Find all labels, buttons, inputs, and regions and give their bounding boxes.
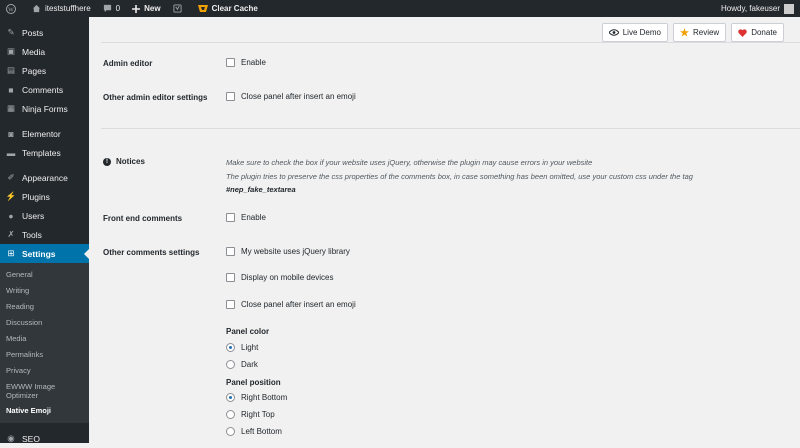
mobile-option-field[interactable] xyxy=(226,273,334,282)
sidebar-item-plugins[interactable] xyxy=(0,187,89,206)
admin-close-panel-checkbox[interactable] xyxy=(226,92,235,101)
sidebar-item-label: Media xyxy=(22,46,46,57)
sidebar-item-pages[interactable] xyxy=(0,61,89,80)
admin-bar xyxy=(0,0,800,17)
eye-icon xyxy=(609,29,619,36)
sidebar-item-label: Ninja Forms xyxy=(22,103,68,114)
elementor-icon: ◙ xyxy=(8,128,14,139)
sidebar-item-appearance[interactable] xyxy=(0,168,89,187)
divider xyxy=(101,42,800,43)
mobile-checkbox[interactable] xyxy=(226,273,235,282)
avatar xyxy=(784,4,794,14)
position-right-top-label: Right Top xyxy=(241,410,275,419)
sidebar-item-label: Posts xyxy=(22,27,44,38)
review-label: Review xyxy=(692,28,720,37)
notice-css-text: The plugin tries to preserve the css properties of the comments box, in case something has been omitted, use your custom css under the tag xyxy=(226,172,693,181)
admin-close-panel-label: Close panel after insert an emoji xyxy=(241,92,356,101)
submenu-item-ewww[interactable]: EWWW Image Optimizer xyxy=(6,382,56,400)
donate-button[interactable] xyxy=(731,23,784,42)
admin-close-panel-field[interactable] xyxy=(226,92,356,101)
my-account-menu[interactable] xyxy=(715,0,800,17)
heart-icon xyxy=(738,29,747,37)
panel-position-label: Panel position xyxy=(226,378,281,387)
sidebar-item-label: Appearance xyxy=(22,172,68,183)
admin-editor-enable-checkbox[interactable] xyxy=(226,58,235,67)
howdy-text: Howdy, fakeuser xyxy=(721,4,780,13)
clear-cache-link[interactable] xyxy=(192,0,264,17)
sidebar-item-tools[interactable] xyxy=(0,225,89,244)
new-label: New xyxy=(144,4,161,13)
admin-editor-label: Admin editor xyxy=(103,59,153,68)
close-panel-option-field[interactable] xyxy=(226,300,356,309)
position-right-bottom-option[interactable] xyxy=(226,393,287,402)
comments-link[interactable] xyxy=(97,0,126,17)
admin-sidebar xyxy=(0,17,89,443)
position-right-bottom-radio[interactable] xyxy=(226,393,235,402)
exclamation-icon: ! xyxy=(103,158,111,166)
star-icon xyxy=(680,28,689,37)
pin-icon: ✎ xyxy=(7,27,15,37)
mobile-option-label: Display on mobile devices xyxy=(241,273,334,282)
review-button[interactable] xyxy=(673,23,726,42)
sidebar-item-label: Users xyxy=(22,210,45,221)
seo-icon: ◉ xyxy=(7,433,15,443)
live-demo-label: Live Demo xyxy=(622,28,661,37)
sidebar-item-comments[interactable] xyxy=(0,80,89,99)
sidebar-item-label: Comments xyxy=(22,84,64,95)
panel-color-label: Panel color xyxy=(226,327,270,336)
sidebar-item-label: Settings xyxy=(22,248,56,259)
submenu-item-privacy[interactable]: Privacy xyxy=(6,366,31,375)
sidebar-item-settings[interactable] xyxy=(0,244,89,263)
position-right-top-radio[interactable] xyxy=(226,410,235,419)
folder-icon: ▬ xyxy=(6,147,16,158)
close-panel-checkbox[interactable] xyxy=(226,300,235,309)
admin-editor-enable-field[interactable] xyxy=(226,58,266,67)
position-right-bottom-label: Right Bottom xyxy=(241,393,288,402)
color-dark-radio[interactable] xyxy=(226,360,235,369)
front-end-enable-label: Enable xyxy=(241,213,266,222)
sidebar-item-label: Elementor xyxy=(22,128,61,139)
other-admin-settings-label: Other admin editor settings xyxy=(103,93,208,102)
admin-editor-enable-label: Enable xyxy=(241,58,266,67)
divider xyxy=(101,128,800,129)
position-left-bottom-radio[interactable] xyxy=(226,427,235,436)
color-light-option[interactable] xyxy=(226,343,258,352)
plugin-icon: ⚡ xyxy=(5,191,17,201)
jquery-checkbox[interactable] xyxy=(226,247,235,256)
sidebar-item-ninja-forms[interactable] xyxy=(0,99,89,118)
color-light-label: Light xyxy=(241,343,259,352)
submenu-item-general[interactable]: General xyxy=(6,270,33,279)
media-icon: ▣ xyxy=(6,46,16,56)
submenu-item-writing[interactable]: Writing xyxy=(6,286,30,295)
position-right-top-option[interactable] xyxy=(226,410,275,419)
notice-jquery-text: Make sure to check the box if your website uses jQuery, otherwise the plugin may cause errors in your website xyxy=(226,158,593,167)
front-end-comments-label: Front end comments xyxy=(103,214,183,223)
position-left-bottom-option[interactable] xyxy=(226,427,282,436)
forms-icon: ▦ xyxy=(6,103,16,113)
svg-text:W: W xyxy=(8,7,14,13)
color-light-radio[interactable] xyxy=(226,343,235,352)
notices-heading xyxy=(103,157,145,166)
sidebar-item-media[interactable] xyxy=(0,42,89,61)
user-icon: ● xyxy=(8,210,14,221)
clear-cache-label: Clear Cache xyxy=(211,4,258,13)
brush-icon: ✐ xyxy=(7,172,15,182)
sidebar-item-elementor[interactable] xyxy=(0,124,89,143)
plugin-action-buttons xyxy=(602,23,784,42)
comments-count: 0 xyxy=(115,4,121,13)
submenu-item-media[interactable]: Media xyxy=(6,334,27,343)
front-end-enable-checkbox[interactable] xyxy=(226,213,235,222)
cache-icon xyxy=(198,4,208,13)
sidebar-item-label: SEO xyxy=(22,433,40,444)
submenu-item-permalinks[interactable]: Permalinks xyxy=(6,350,44,359)
position-left-bottom-label: Left Bottom xyxy=(241,427,282,436)
submenu-item-native-emoji[interactable]: Native Emoji xyxy=(6,406,52,415)
color-dark-label: Dark xyxy=(241,360,258,369)
site-name: iteststuffhere xyxy=(45,4,91,13)
notice-css-tag: #nep_fake_textarea xyxy=(226,185,296,194)
jquery-option-label: My website uses jQuery library xyxy=(241,247,350,256)
live-demo-button[interactable] xyxy=(602,23,668,42)
settings-submenu xyxy=(0,263,89,423)
pages-icon: ▤ xyxy=(6,65,16,75)
wrench-icon: ✗ xyxy=(7,229,15,239)
settings-page xyxy=(89,17,800,443)
wordpress-icon xyxy=(6,4,16,14)
submenu-item-discussion[interactable]: Discussion xyxy=(6,318,43,327)
comments-icon: ■ xyxy=(8,84,14,95)
home-icon xyxy=(32,4,41,13)
wp-logo-menu[interactable] xyxy=(0,0,26,17)
sidebar-item-label: Pages xyxy=(22,65,47,76)
settings-icon: ⊞ xyxy=(7,248,15,258)
new-content-link[interactable] xyxy=(126,0,166,17)
yoast-icon xyxy=(173,4,182,13)
comment-bubble-icon xyxy=(103,4,112,13)
front-end-enable-field[interactable] xyxy=(226,213,266,222)
jquery-option-field[interactable] xyxy=(226,247,350,256)
sidebar-item-label: Plugins xyxy=(22,191,50,202)
sidebar-item-templates[interactable] xyxy=(0,143,89,162)
donate-label: Donate xyxy=(751,28,777,37)
plus-icon xyxy=(132,5,140,13)
site-name-link[interactable] xyxy=(26,0,97,17)
sidebar-item-posts[interactable] xyxy=(0,23,89,42)
sidebar-item-label: Tools xyxy=(22,229,42,240)
notices-label: Notices xyxy=(116,157,145,166)
yoast-menu[interactable] xyxy=(167,0,192,17)
close-panel-option-label: Close panel after insert an emoji xyxy=(241,300,356,309)
sidebar-item-seo[interactable] xyxy=(0,429,89,448)
sidebar-item-users[interactable] xyxy=(0,206,89,225)
sidebar-item-label: Templates xyxy=(22,147,61,158)
submenu-item-reading[interactable]: Reading xyxy=(6,302,34,311)
other-comments-settings-label: Other comments settings xyxy=(103,248,200,257)
color-dark-option[interactable] xyxy=(226,360,258,369)
